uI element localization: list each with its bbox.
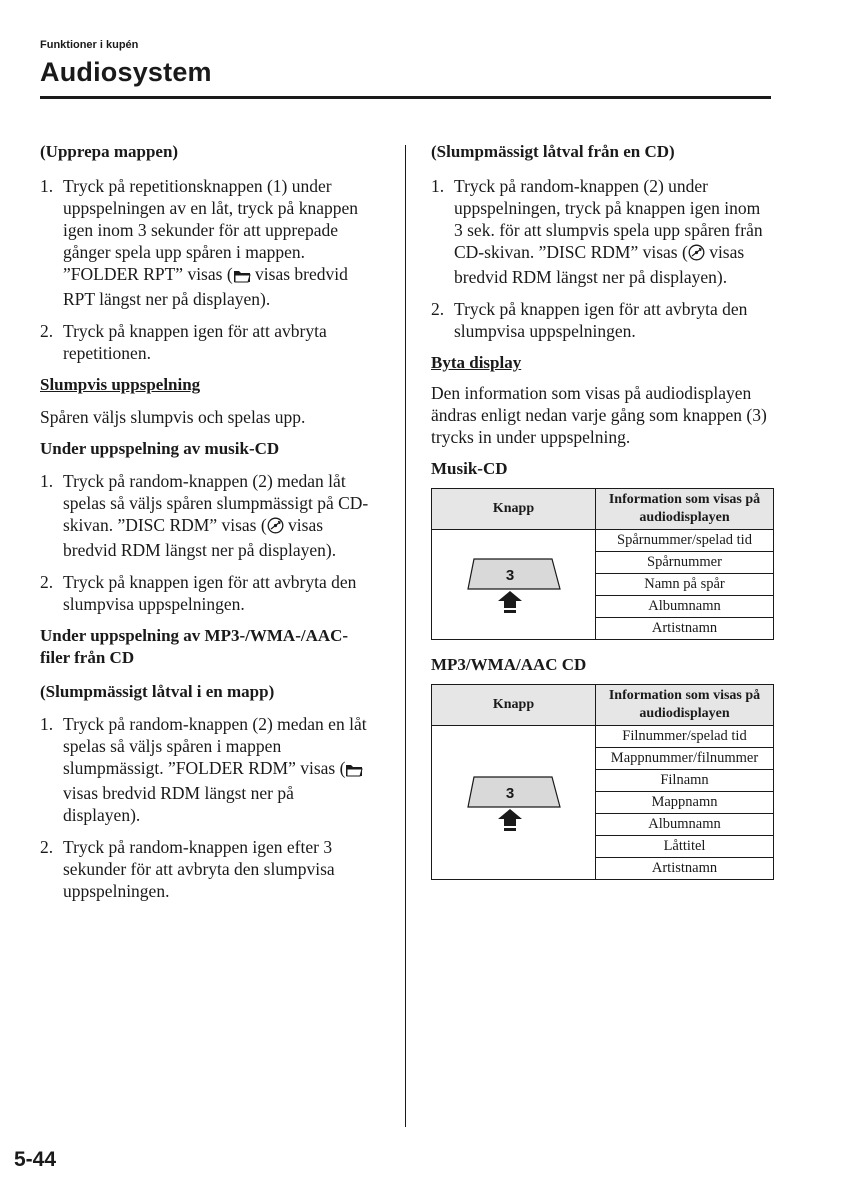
button-3-icon bbox=[464, 555, 564, 615]
table-cell: Mappnummer/filnummer bbox=[596, 748, 774, 770]
display-intro: Den information som visas på audiodisplayen ändras enligt nedan varje gång som knappen (3) trycks in under uppspelning. bbox=[431, 383, 767, 447]
button-label: 3 bbox=[505, 784, 514, 802]
item-text: Tryck på random-knappen (2) medan en låt spelas så väljs spåren i mappen slumpmässigt. ”FOLDER RDM” visas ( bbox=[63, 714, 367, 778]
musik-cd-heading: Musik-CD bbox=[431, 459, 508, 478]
mp3-cd-heading: MP3/WMA/AAC CD bbox=[431, 655, 587, 674]
list-item bbox=[40, 713, 372, 826]
folder-random-heading: (Slumpmässigt låtval i en mapp) bbox=[40, 682, 275, 701]
column-header: Information som visas på audiodisplayen bbox=[596, 489, 774, 530]
list-item bbox=[431, 175, 773, 288]
mp3-heading: Under uppspelning av MP3-/WMA-/AAC-filer från CD bbox=[40, 626, 349, 667]
disc-random-heading: (Slumpmässigt låtval från en CD) bbox=[431, 142, 675, 161]
list-item bbox=[40, 571, 372, 615]
button-label: 3 bbox=[505, 566, 514, 584]
random-intro: Spåren väljs slumpvis och spelas upp. bbox=[40, 407, 306, 427]
table-cell: Spårnummer/spelad tid bbox=[596, 530, 774, 552]
display-heading: Byta display bbox=[431, 353, 522, 372]
item-text: Tryck på knappen igen för att avbryta repetitionen. bbox=[63, 321, 327, 363]
title-rule bbox=[40, 96, 771, 99]
right-column bbox=[431, 141, 773, 894]
button-cell bbox=[432, 530, 596, 640]
item-text: Tryck på knappen igen för att avbryta den slumpvisa uppspelningen. bbox=[63, 572, 357, 614]
list-item bbox=[40, 836, 372, 902]
column-header: Information som visas på audiodisplayen bbox=[596, 685, 774, 726]
item-number: 1. bbox=[431, 176, 445, 196]
item-number: 1. bbox=[40, 471, 54, 491]
item-number: 2. bbox=[40, 321, 54, 341]
column-divider bbox=[405, 145, 406, 1127]
item-text: visas bredvid RDM längst ner på displayen). bbox=[63, 515, 337, 560]
button-cell bbox=[432, 726, 596, 880]
item-number: 2. bbox=[40, 572, 54, 592]
item-text: Tryck på random-knappen (2) under uppspelningen, tryck på knappen igen inom 3 sek. för att slumpvis spela upp spåren från CD-skivan. ”DISC RDM” visas ( bbox=[454, 176, 763, 262]
repeat-heading: (Upprepa mappen) bbox=[40, 142, 179, 161]
cd-heading: Under uppspelning av musik-CD bbox=[40, 439, 280, 458]
musik-cd-table bbox=[431, 488, 774, 640]
item-text: Tryck på random-knappen (2) medan låt spelas så väljs spåren slumpmässigt på CD-skivan. ”DISC RDM” visas ( bbox=[63, 471, 369, 535]
list-item bbox=[40, 470, 372, 561]
table-cell: Mappnamn bbox=[596, 792, 774, 814]
item-number: 2. bbox=[431, 299, 445, 319]
disc-random-icon bbox=[688, 244, 705, 266]
item-text: visas bredvid RDM längst ner på displayen). bbox=[63, 783, 294, 825]
list-item bbox=[40, 175, 372, 310]
item-text: Tryck på knappen igen för att avbryta den slumpvisa uppspelningen. bbox=[454, 299, 748, 341]
left-column bbox=[40, 141, 372, 912]
table-cell: Filnummer/spelad tid bbox=[596, 726, 774, 748]
list-item bbox=[431, 298, 773, 342]
disc-random-icon bbox=[267, 517, 284, 539]
item-text: visas bredvid RPT längst ner på displayen). bbox=[63, 264, 348, 309]
folder-icon bbox=[233, 266, 251, 288]
table-cell: Albumnamn bbox=[596, 596, 774, 618]
table-cell: Låttitel bbox=[596, 836, 774, 858]
table-cell: Namn på spår bbox=[596, 574, 774, 596]
list-item bbox=[40, 320, 372, 364]
page-title: Audiosystem bbox=[40, 57, 212, 87]
item-number: 2. bbox=[40, 837, 54, 857]
mp3-cd-table bbox=[431, 684, 774, 880]
item-text: visas bredvid RDM längst ner på displayen). bbox=[454, 242, 745, 287]
folder-icon bbox=[345, 760, 363, 782]
item-text: Tryck på random-knappen igen efter 3 sekunder för att avbryta den slumpvisa uppspelningen. bbox=[63, 837, 335, 901]
item-number: 1. bbox=[40, 176, 54, 196]
item-text: Tryck på repetitionsknappen (1) under uppspelningen av en låt, tryck på knappen igen inom 3 sekunder för att upprepade gånger spela upp spåren i mappen. ”FOLDER RPT” visas ( bbox=[63, 176, 358, 284]
table-cell: Artistnamn bbox=[596, 858, 774, 880]
table-cell: Artistnamn bbox=[596, 618, 774, 640]
column-header: Knapp bbox=[432, 489, 596, 530]
column-header: Knapp bbox=[432, 685, 596, 726]
table-cell: Spårnummer bbox=[596, 552, 774, 574]
random-heading: Slumpvis uppspelning bbox=[40, 375, 201, 394]
item-number: 1. bbox=[40, 714, 54, 734]
page-number: 5-44 bbox=[14, 1148, 57, 1171]
table-cell: Albumnamn bbox=[596, 814, 774, 836]
button-3-icon bbox=[464, 773, 564, 833]
table-cell: Filnamn bbox=[596, 770, 774, 792]
section-label: Funktioner i kupén bbox=[40, 39, 139, 51]
